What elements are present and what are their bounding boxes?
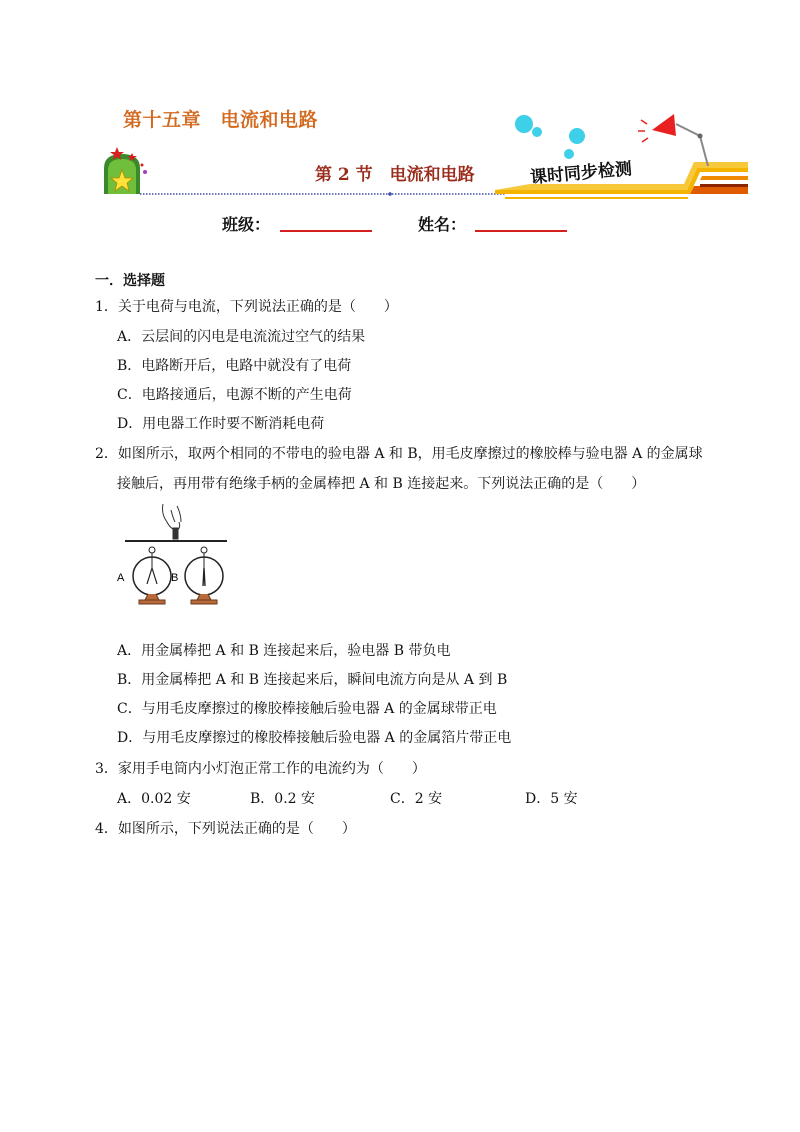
question-3-stem: 3．家用手电筒内小灯泡正常工作的电流约为（ ） (95, 761, 426, 777)
question-3-option-d: D．5 安 (525, 791, 578, 807)
chapter-title: 第十五章 电流和电路 (123, 109, 319, 131)
question-3-option-c: C．2 安 (390, 791, 443, 807)
question-2-stem-line2: 接触后，再用带有绝缘手柄的金属棒把 A 和 B 连接起来。下列说法正确的是（ ） (117, 476, 646, 492)
question-2-option-b: B．用金属棒把 A 和 B 连接起来后，瞬间电流方向是从 A 到 B (117, 672, 508, 688)
desk-lamp-icon (638, 114, 708, 166)
class-label: 班级： (222, 215, 271, 234)
question-1-option-d: D．用电器工作时要不断消耗电荷 (117, 416, 325, 432)
electroscope-diagram (115, 500, 235, 620)
badge-text: 课时同步检测 (529, 159, 633, 188)
name-label: 姓名： (418, 215, 467, 234)
question-3-option-b: B．0.2 安 (250, 791, 316, 807)
question-3-option-a: A．0.02 安 (117, 791, 191, 807)
label-b: B (171, 572, 179, 584)
name-field[interactable] (475, 230, 567, 232)
question-1-option-c: C．电路接通后，电源不断的产生电荷 (117, 387, 352, 403)
question-2-option-c: C．与用毛皮摩擦过的橡胶棒接触后验电器 A 的金属球带正电 (117, 701, 497, 717)
question-1-option-a: A．云层间的闪电是电流流过空气的结果 (117, 329, 366, 345)
question-1-option-b: B．电路断开后，电路中就没有了电荷 (117, 358, 352, 374)
label-a: A (117, 572, 125, 584)
electroscope-a (133, 547, 171, 604)
section-title: 第 2 节 电流和电路 (315, 165, 475, 185)
electroscope-b (185, 547, 223, 604)
question-1-stem: 1．关于电荷与电流，下列说法正确的是（ ） (95, 299, 398, 315)
hand-icon (163, 504, 182, 539)
electroscope-figure (115, 500, 235, 620)
question-4-stem: 4．如图所示，下列说法正确的是（ ） (95, 821, 356, 837)
class-field[interactable] (280, 230, 372, 232)
bubbles-decoration (515, 115, 585, 159)
question-2-stem: 2．如图所示，取两个相同的不带电的验电器 A 和 B，用毛皮摩擦过的橡胶棒与验电器 A 的金属球 (95, 446, 703, 462)
star-badge-icon (104, 147, 147, 194)
section-heading: 一．选择题 (95, 273, 165, 289)
question-2-option-d: D．与用毛皮摩擦过的橡胶棒接触后验电器 A 的金属箔片带正电 (117, 730, 512, 746)
question-2-option-a: A．用金属棒把 A 和 B 连接起来后，验电器 B 带负电 (117, 643, 451, 659)
